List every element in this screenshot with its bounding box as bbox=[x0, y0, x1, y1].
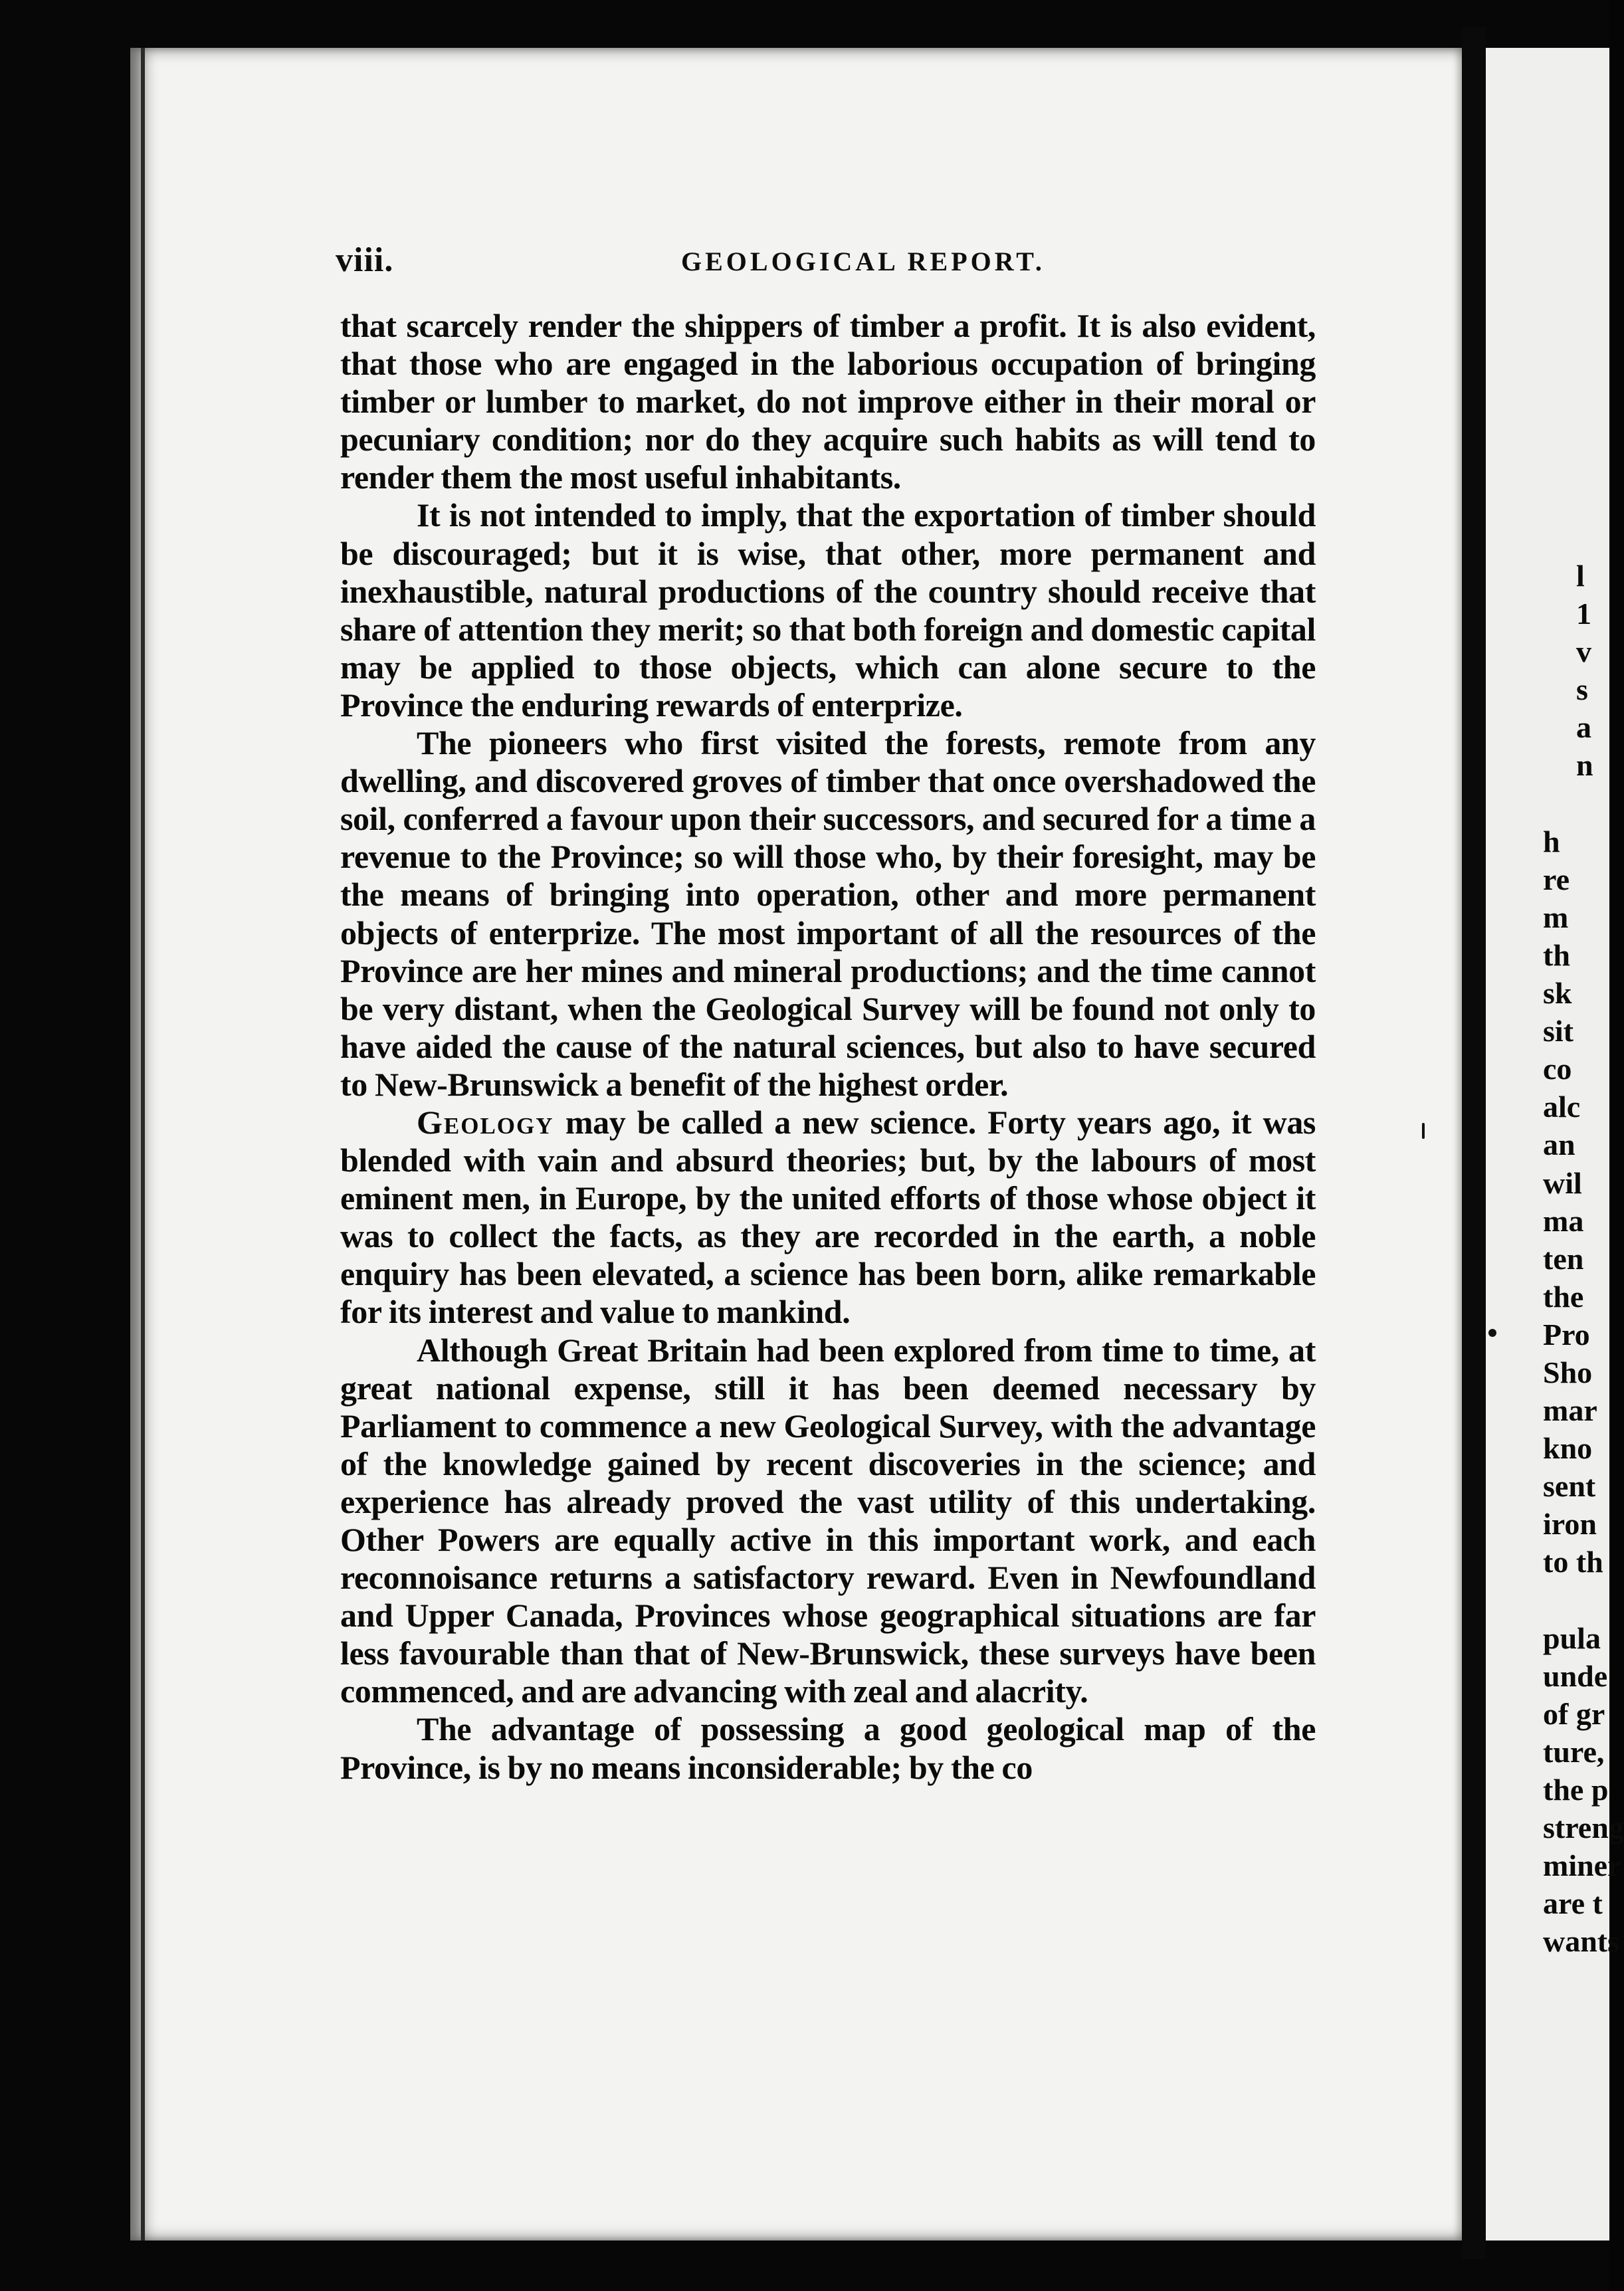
paragraph-5: Although Great Britain had been explored from time to time, at great national expense, still it has been deemed necessary by Parliament to commence a new Geological Survey, with the advantage of the knowledge gained by recent discoveries in the science; and experience has already proved the vast utility of this undertaking. Other Powers are equally active in this important work, and each reconnoisance returns a satisfactory reward. Even in Newfoundland and Upper Canada, Provinces whose geographical situations are far less favourable than that of New-Brunswick, these surveys have been commenced, and are advancing with zeal and alacrity. bbox=[340, 1331, 1316, 1710]
facing-page-line: l bbox=[1576, 559, 1585, 593]
facing-page-line: s bbox=[1576, 672, 1588, 707]
facing-page-line: of gr bbox=[1543, 1696, 1605, 1731]
facing-page-line: to th bbox=[1543, 1545, 1603, 1579]
dust-speck bbox=[1488, 1329, 1496, 1337]
facing-page-line: re bbox=[1543, 862, 1570, 896]
paragraph-6: The advantage of possessing a good geological map of the Province, is by no means inconsiderable; by the co bbox=[340, 1710, 1316, 1786]
facing-page-line: the bbox=[1543, 1279, 1584, 1314]
page-number: viii. bbox=[336, 241, 394, 279]
facing-page-line: streng bbox=[1543, 1811, 1624, 1845]
facing-page-line: pula bbox=[1543, 1621, 1601, 1655]
facing-page-line: alc bbox=[1543, 1090, 1581, 1124]
facing-page-line: ma bbox=[1543, 1203, 1584, 1238]
body-text bbox=[340, 307, 1316, 1787]
facing-page-line: v bbox=[1576, 635, 1591, 669]
facing-page-line: an bbox=[1543, 1128, 1575, 1162]
facing-page-line: n bbox=[1576, 748, 1593, 783]
dust-speck bbox=[1422, 1123, 1425, 1139]
facing-page-line: a bbox=[1576, 710, 1591, 745]
facing-page-line bbox=[1576, 785, 1616, 823]
facing-page-line: h bbox=[1543, 824, 1560, 858]
facing-page-line: m bbox=[1543, 900, 1569, 934]
paragraph-1: that scarcely render the shippers of timber a profit. It is also evident, that those who are engaged in the laborious occupation of bringing timber or lumber to market, do not improve either in their moral or pecuniary condition; nor do they acquire such habits as will tend to render them the most useful inhabitants. bbox=[340, 307, 1316, 496]
facing-page-line: mar bbox=[1543, 1393, 1597, 1428]
facing-page-line: ture, bbox=[1543, 1734, 1605, 1769]
facing-page-line: unde bbox=[1543, 1658, 1608, 1693]
paragraph-3: The pioneers who first visited the forests, remote from any dwelling, and discovered groves of timber that once overshadowed the soil, conferred a favour upon their successors, and secured for a time a revenue to the Province; so will those who, by their foresight, may be the means of bringing into operation, other and more permanent objects of enterprize. The most important of all the resources of the Province are her mines and mineral productions; and the time cannot be very distant, when the Geological Survey will be found not only to have aided the cause of the natural sciences, but also to have secured to New-Brunswick a benefit of the highest order. bbox=[340, 724, 1316, 1103]
facing-page-line: th bbox=[1543, 938, 1570, 972]
running-title: GEOLOGICAL REPORT. bbox=[681, 247, 1045, 276]
facing-page-line: are t bbox=[1543, 1886, 1603, 1921]
facing-page-line: miner bbox=[1543, 1848, 1621, 1883]
facing-page-line: co bbox=[1543, 1052, 1572, 1086]
running-head bbox=[336, 241, 1359, 287]
facing-page-line: iron bbox=[1543, 1507, 1597, 1542]
facing-page-line bbox=[1543, 1581, 1616, 1619]
paragraph-4-lead: Geology bbox=[417, 1103, 554, 1141]
facing-page-line: 1 bbox=[1576, 597, 1591, 631]
paragraph-4-text: may be called a new science. Forty years ago, it was blended with vain and absurd theories; but, by the labours of most eminent men, in Europe, by the united efforts of those whose object it was to collect the facts, as they are recorded in the earth, a noble enquiry has been elevated, a science has been born, alike remarkable for its interest and value to mankind. bbox=[340, 1103, 1316, 1331]
facing-page-line: Pro bbox=[1543, 1317, 1590, 1351]
facing-page-line: sk bbox=[1543, 976, 1572, 1011]
facing-page-line: sent bbox=[1543, 1469, 1596, 1504]
facing-page-line: the p bbox=[1543, 1773, 1609, 1807]
book-gutter bbox=[1462, 27, 1486, 2259]
facing-page-line: wants bbox=[1543, 1924, 1620, 1959]
facing-page-line: Sho bbox=[1543, 1355, 1593, 1389]
paragraph-2: It is not intended to imply, that the exportation of timber should be discouraged; but it is wise, that other, more permanent and inexhaustible, natural productions of the country should receive that share of attention they merit; so that both foreign and domestic capital may be applied to those objects, which can alone secure to the Province the enduring rewards of enterprize. bbox=[340, 496, 1316, 724]
facing-page-text bbox=[1543, 557, 1624, 1960]
facing-page-line: sit bbox=[1543, 1014, 1573, 1048]
facing-page-line: kno bbox=[1543, 1431, 1593, 1466]
facing-page-line: wil bbox=[1543, 1165, 1582, 1200]
facing-page-line: ten bbox=[1543, 1241, 1584, 1276]
paragraph-4 bbox=[340, 1104, 1316, 1332]
